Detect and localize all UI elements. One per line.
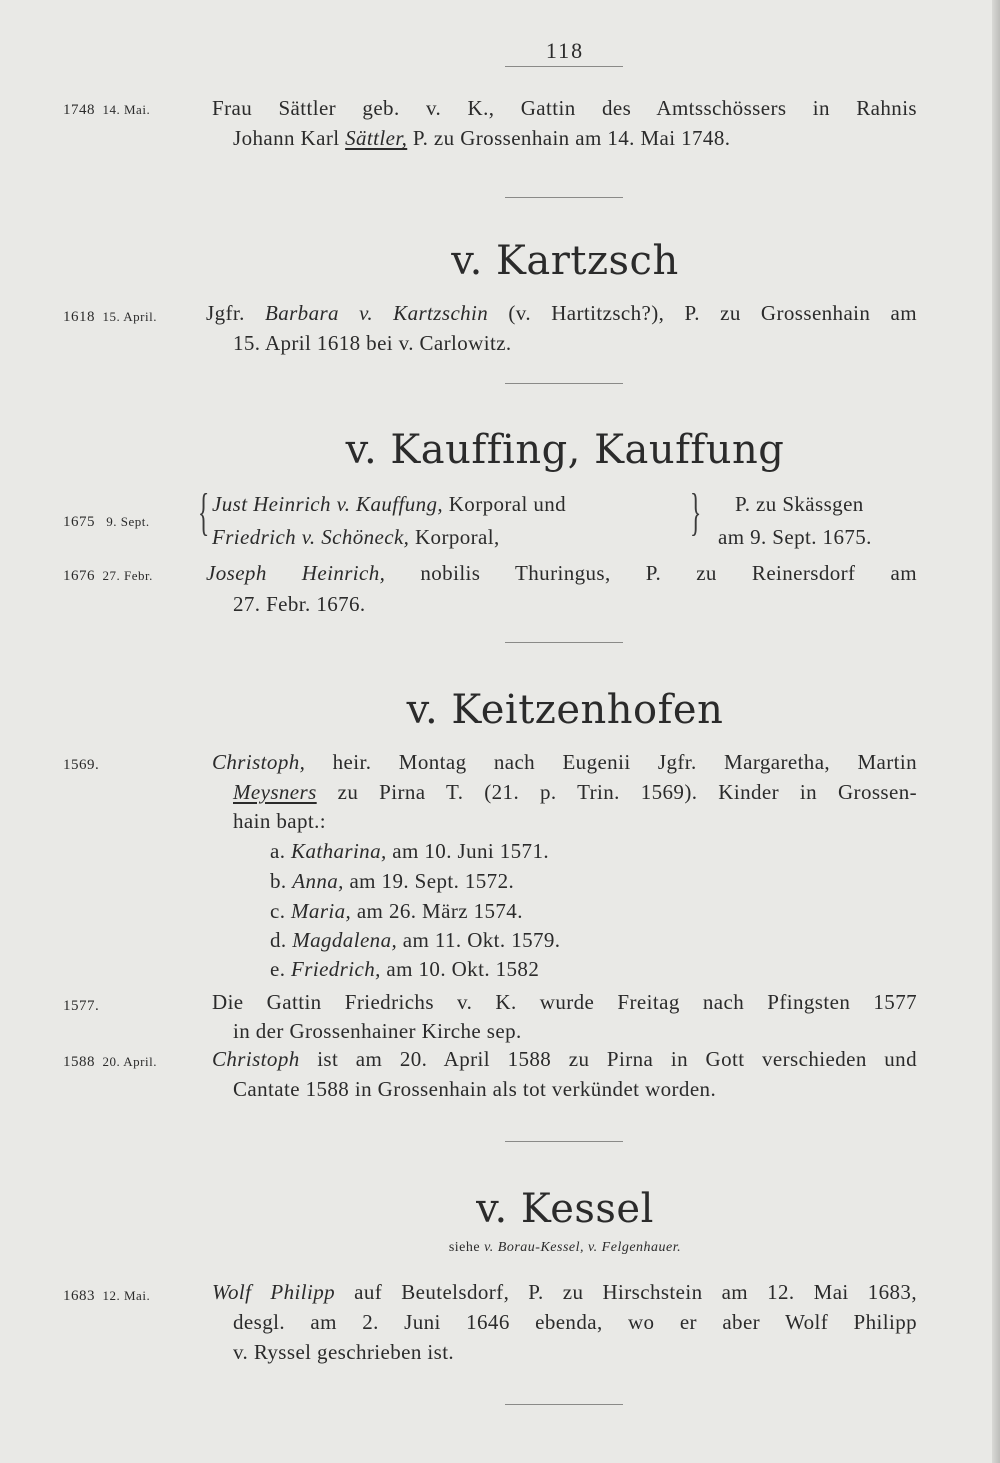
entry-date: 1577. xyxy=(63,998,100,1014)
entry-line: Johann Karl Sättler, P. zu Grossenhain am 14. Mai 1748. xyxy=(233,126,731,150)
section-divider xyxy=(505,642,623,643)
entry-line: Frau Sättler geb. v. K., Gattin des Amtsschössers in Rahnis xyxy=(212,96,917,120)
child-item: c. Maria, am 26. März 1574. xyxy=(270,899,523,923)
child-item: b. Anna, am 19. Sept. 1572. xyxy=(270,869,515,893)
cross-reference: v. Borau-Kessel, xyxy=(484,1240,584,1255)
entry-date: 1569. xyxy=(63,757,100,773)
entry-date: 1588 20. April. xyxy=(63,1054,157,1070)
entry-date: 1618 15. April. xyxy=(63,309,157,325)
person-name: Just Heinrich v. Kauffung, xyxy=(212,492,444,516)
child-item: a. Katharina, am 10. Juni 1571. xyxy=(270,839,550,863)
person-name: Wolf Philipp xyxy=(212,1280,336,1304)
person-name: Meysners xyxy=(233,780,317,804)
entry-line: Cantate 1588 in Grossenhain als tot verkündet worden. xyxy=(233,1077,717,1101)
entry-line: Christoph ist am 20. April 1588 zu Pirna in Gott verschieden und xyxy=(212,1047,917,1071)
entry-date: 1675 9. Sept. xyxy=(63,514,150,530)
entry-line: desgl. am 2. Juni 1646 ebenda, wo er aber Wolf Philipp xyxy=(233,1310,917,1334)
section-heading: v. Kartzsch xyxy=(451,238,679,284)
page-number: 118 xyxy=(545,38,585,63)
child-item: e. Friedrich, am 10. Okt. 1582 xyxy=(270,957,540,981)
person-name: Christoph, xyxy=(212,750,306,774)
person-name: Friedrich v. Schöneck, xyxy=(212,525,410,549)
entry-line: hain bapt.: xyxy=(233,809,327,833)
person-name: Joseph Heinrich, xyxy=(206,561,386,585)
person-name: Sättler, xyxy=(345,126,408,150)
section-heading: v. Keitzenhofen xyxy=(406,687,724,733)
person-name: Christoph xyxy=(212,1047,300,1071)
section-divider xyxy=(505,1404,623,1405)
entry-line: am 9. Sept. 1675. xyxy=(718,525,872,549)
page-number-rule xyxy=(505,66,623,67)
entry-line: Just Heinrich v. Kauffung, Korporal und xyxy=(212,492,567,516)
entry-date: 1676 27. Febr. xyxy=(63,568,153,584)
entry-line: Meysners zu Pirna T. (21. p. Trin. 1569). Kinder in Grossen- xyxy=(233,780,917,804)
entry-line: 15. April 1618 bei v. Carlowitz. xyxy=(233,331,512,355)
section-divider xyxy=(505,197,623,198)
entry-line: Christoph, heir. Montag nach Eugenii Jgfr. Margaretha, Martin xyxy=(212,750,917,774)
see-also-note: siehe v. Borau-Kessel, v. Felgenhauer. xyxy=(448,1240,682,1255)
entry-line: P. zu Skässgen xyxy=(735,492,864,516)
page-edge-shadow xyxy=(992,0,1000,1463)
section-divider xyxy=(505,383,623,384)
entry-line: Die Gattin Friedrichs v. K. wurde Freitag nach Pfingsten 1577 xyxy=(212,990,917,1014)
section-heading: v. Kauffing, Kauffung xyxy=(345,427,785,473)
entry-line: Friedrich v. Schöneck, Korporal, xyxy=(212,525,500,549)
entry-date: 1748 14. Mai. xyxy=(63,102,151,118)
section-divider xyxy=(505,1141,623,1142)
entry-line: v. Ryssel geschrieben ist. xyxy=(233,1340,455,1364)
entry-line: Joseph Heinrich, nobilis Thuringus, P. zu Reinersdorf am xyxy=(206,561,917,585)
entry-line: 27. Febr. 1676. xyxy=(233,592,366,616)
child-item: d. Magdalena, am 11. Okt. 1579. xyxy=(270,928,561,952)
entry-line: in der Grossenhainer Kirche sep. xyxy=(233,1019,522,1043)
right-brace: } xyxy=(690,484,702,541)
left-brace: { xyxy=(198,484,210,541)
cross-reference: v. Felgenhauer. xyxy=(584,1240,682,1255)
entry-line: Jgfr. Barbara v. Kartzschin (v. Hartitzsch?), P. zu Grossenhain am xyxy=(206,301,917,325)
entry-date: 1683 12. Mai. xyxy=(63,1288,151,1304)
entry-line: Wolf Philipp auf Beutelsdorf, P. zu Hirschstein am 12. Mai 1683, xyxy=(212,1280,917,1304)
person-name: Barbara v. Kartzschin xyxy=(264,301,489,325)
section-heading: v. Kessel xyxy=(476,1186,654,1232)
